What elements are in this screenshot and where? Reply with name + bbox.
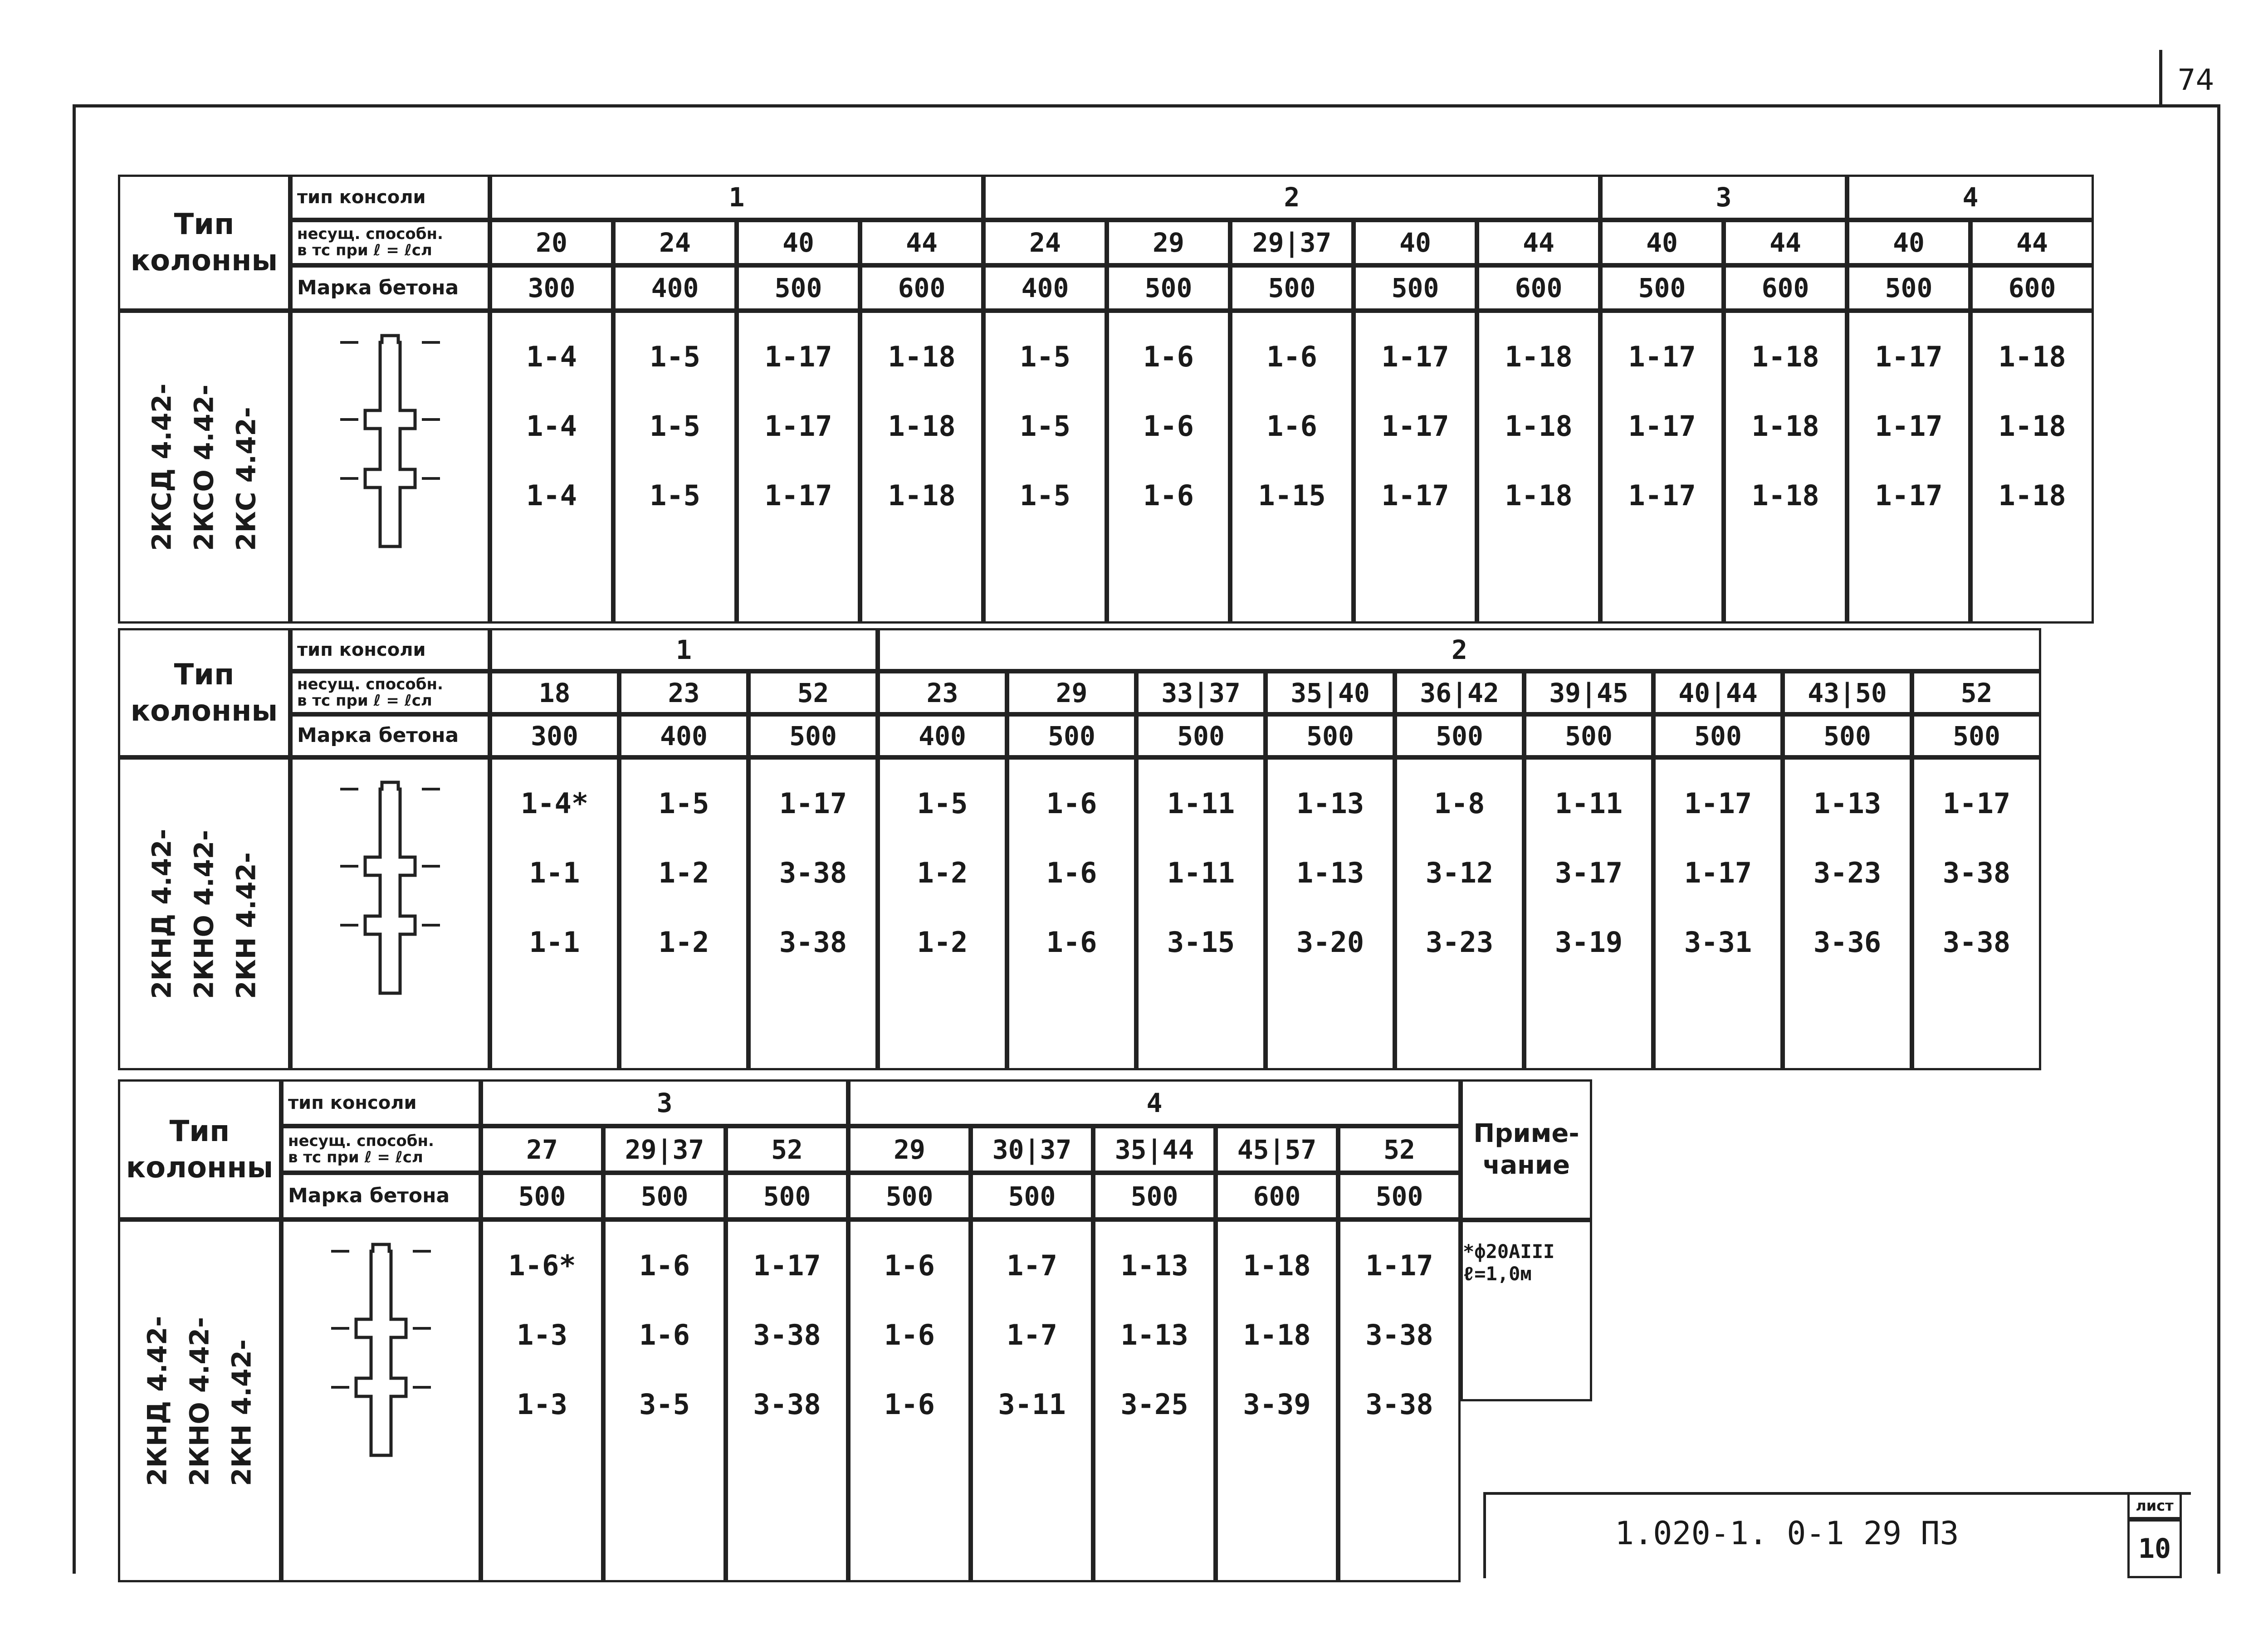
reinforcement-marks <box>971 1219 1093 1582</box>
concrete-grade-value: 500 <box>737 265 860 311</box>
concrete-grade-value: 500 <box>1093 1173 1216 1219</box>
column-type-names-text <box>141 829 267 999</box>
reinforcement-mark: 1-5 <box>1020 340 1070 373</box>
reinforcement-mark: 1-18 <box>1751 410 1819 443</box>
concrete-grade-value: 500 <box>1783 714 1912 757</box>
concrete-grade-value: 500 <box>1524 714 1653 757</box>
reinforcement-mark: 3-39 <box>1243 1388 1311 1421</box>
concrete-grade-value: 500 <box>748 714 878 757</box>
reinforcement-mark: 1-4* <box>520 787 589 820</box>
column-type-name: 2КНО 4.42- <box>188 829 220 999</box>
reinforcement-mark: 1-13 <box>1296 856 1364 889</box>
console-type-label: тип консоли <box>290 628 490 671</box>
reinforcement-mark: 1-17 <box>1875 479 1943 512</box>
reinforcement-mark: 3-38 <box>1942 856 2011 889</box>
drawing-code: 1.020-1. 0-1 29 ПЗ <box>1615 1515 1959 1552</box>
column-type-header <box>118 1079 281 1219</box>
reinforcement-mark: 1-18 <box>1998 340 2066 373</box>
concrete-grade-value: 600 <box>1477 265 1600 311</box>
capacity-value: 20 <box>490 220 613 265</box>
concrete-grade-value: 600 <box>1970 265 2094 311</box>
reinforcement-mark: 1-17 <box>1684 787 1752 820</box>
reinforcement-mark: 1-6 <box>1143 479 1194 512</box>
column-type-header-tip_line1: Тип <box>174 658 235 692</box>
concrete-grade-value: 400 <box>983 265 1107 311</box>
reinforcement-mark: 1-17 <box>1628 340 1696 373</box>
reinforcement-mark: 1-17 <box>1381 410 1449 443</box>
reinforcement-marks <box>1216 1219 1338 1582</box>
console-group-label: 3 <box>481 1079 848 1126</box>
console-group-label: 3 <box>1600 175 1847 220</box>
capacity-label-capacity_line2: в тс при ℓ = ℓсл <box>297 691 432 710</box>
reinforcement-mark: 1-6 <box>884 1249 935 1282</box>
reinforcement-mark: 1-6 <box>1266 340 1317 373</box>
column-type-header <box>118 175 290 311</box>
reinforcement-mark: 1-7 <box>1007 1249 1057 1282</box>
reinforcement-marks <box>490 757 619 1070</box>
reinforcement-mark: 1-17 <box>1684 856 1752 889</box>
reinforcement-mark: 1-1 <box>529 926 580 959</box>
capacity-value: 40 <box>1847 220 1970 265</box>
capacity-value: 39|45 <box>1524 671 1653 714</box>
capacity-value: 18 <box>490 671 619 714</box>
reinforcement-mark: 1-2 <box>658 856 709 889</box>
reinforcement-marks <box>1007 757 1136 1070</box>
page-number-rule <box>2159 50 2162 104</box>
console-group-label: 4 <box>1847 175 2094 220</box>
capacity-value: 30|37 <box>971 1126 1093 1173</box>
reinforcement-mark: 1-5 <box>1020 479 1070 512</box>
reinforcement-mark: 1-6 <box>1046 856 1097 889</box>
reinforcement-mark: 1-5 <box>650 479 700 512</box>
column-sketch-icon <box>290 311 490 624</box>
reinforcement-mark: 3-25 <box>1120 1388 1188 1421</box>
note-text: *ф20АIII ℓ=1,0м <box>1463 1240 1555 1285</box>
column-type-name: 2КС 4.42- <box>230 406 262 551</box>
capacity-label-capacity_line1: несущ. способн. <box>297 675 443 693</box>
capacity-value: 35|44 <box>1093 1126 1216 1173</box>
reinforcement-mark: 3-15 <box>1167 926 1235 959</box>
concrete-grade-value: 400 <box>619 714 748 757</box>
reinforcement-mark: 1-5 <box>658 787 709 820</box>
reinforcement-marks <box>619 757 748 1070</box>
capacity-label <box>290 671 490 714</box>
concrete-grade-value: 500 <box>726 1173 848 1219</box>
reinforcement-mark: 1-18 <box>1505 479 1573 512</box>
concrete-grade-value: 500 <box>848 1173 971 1219</box>
console-type-label: тип консоли <box>290 175 490 220</box>
capacity-value: 23 <box>619 671 748 714</box>
reinforcement-marks <box>490 311 613 624</box>
reinforcement-mark: 1-2 <box>917 926 968 959</box>
reinforcement-mark: 1-5 <box>650 410 700 443</box>
capacity-value: 52 <box>1912 671 2041 714</box>
reinforcement-mark: 1-17 <box>1875 410 1943 443</box>
column-type-names <box>118 311 290 624</box>
reinforcement-mark: 1-6* <box>508 1249 576 1282</box>
concrete-grade-value: 500 <box>1653 714 1783 757</box>
reinforcement-mark: 1-17 <box>764 340 832 373</box>
capacity-value: 29 <box>1107 220 1230 265</box>
column-sketch-icon <box>290 757 490 1070</box>
reinforcement-marks <box>1230 311 1354 624</box>
console-group-label: 2 <box>878 628 2041 671</box>
capacity-value: 44 <box>1724 220 1847 265</box>
reinforcement-marks <box>1093 1219 1216 1582</box>
reinforcement-marks <box>726 1219 848 1582</box>
column-type-header-tip_line1: Тип <box>174 208 235 241</box>
concrete-grade-value: 500 <box>1395 714 1524 757</box>
column-type-name: 2КН 4.42- <box>230 852 262 999</box>
reinforcement-mark: 1-18 <box>888 340 956 373</box>
capacity-label-capacity_line2: в тс при ℓ = ℓсл <box>297 241 432 259</box>
reinforcement-marks <box>1266 757 1395 1070</box>
reinforcement-mark: 1-18 <box>1751 479 1819 512</box>
reinforcement-marks <box>748 757 878 1070</box>
reinforcement-mark: 1-17 <box>764 479 832 512</box>
concrete-grade-value: 500 <box>1107 265 1230 311</box>
reinforcement-mark: 1-6 <box>1266 410 1317 443</box>
capacity-value: 29 <box>848 1126 971 1173</box>
reinforcement-mark: 3-38 <box>1942 926 2011 959</box>
concrete-grade-value: 500 <box>971 1173 1093 1219</box>
concrete-grade-value: 600 <box>860 265 983 311</box>
capacity-label-capacity_line1: несущ. способн. <box>288 1132 434 1150</box>
concrete-grade-value: 300 <box>490 714 619 757</box>
reinforcement-mark: 3-23 <box>1813 856 1882 889</box>
capacity-value: 24 <box>613 220 737 265</box>
reinforcement-marks <box>613 311 737 624</box>
capacity-value: 27 <box>481 1126 603 1173</box>
concrete-grade-value: 500 <box>481 1173 603 1219</box>
column-type-names <box>118 757 290 1070</box>
reinforcement-mark: 1-5 <box>917 787 968 820</box>
capacity-value: 35|40 <box>1266 671 1395 714</box>
concrete-grade-label: Марка бетона <box>281 1173 481 1219</box>
frame-right-rule <box>2217 104 2220 1574</box>
reinforcement-mark: 1-7 <box>1007 1318 1057 1351</box>
reinforcement-mark: 1-6 <box>1143 340 1194 373</box>
reinforcement-mark: 1-3 <box>517 1388 567 1421</box>
console-group-label: 4 <box>848 1079 1461 1126</box>
reinforcement-mark: 1-2 <box>917 856 968 889</box>
sheet-number: 10 <box>2127 1519 2182 1578</box>
reinforcement-mark: 1-2 <box>658 926 709 959</box>
reinforcement-mark: 1-6 <box>1046 787 1097 820</box>
capacity-value: 40|44 <box>1653 671 1783 714</box>
reinforcement-marks <box>983 311 1107 624</box>
reinforcement-mark: 1-6 <box>884 1388 935 1421</box>
capacity-value: 36|42 <box>1395 671 1524 714</box>
reinforcement-mark: 1-17 <box>753 1249 821 1282</box>
capacity-value: 29 <box>1007 671 1136 714</box>
reinforcement-mark: 1-17 <box>1365 1249 1433 1282</box>
reinforcement-mark: 1-17 <box>764 410 832 443</box>
concrete-grade-value: 500 <box>1354 265 1477 311</box>
reinforcement-mark: 1-17 <box>1381 479 1449 512</box>
reinforcement-mark: 1-18 <box>1998 410 2066 443</box>
capacity-label <box>281 1126 481 1173</box>
reinforcement-mark: 1-6 <box>1046 926 1097 959</box>
concrete-grade-value: 500 <box>1136 714 1266 757</box>
reinforcement-mark: 1-6 <box>1143 410 1194 443</box>
reinforcement-marks <box>860 311 983 624</box>
page-number: 74 <box>2177 63 2214 97</box>
column-type-name: 2КСО 4.42- <box>188 384 220 551</box>
capacity-value: 44 <box>1970 220 2094 265</box>
reinforcement-mark: 1-17 <box>1875 340 1943 373</box>
reinforcement-marks <box>1653 757 1783 1070</box>
reinforcement-mark: 3-17 <box>1554 856 1623 889</box>
capacity-value: 52 <box>1338 1126 1461 1173</box>
concrete-grade-value: 500 <box>1338 1173 1461 1219</box>
reinforcement-mark: 1-18 <box>888 410 956 443</box>
reinforcement-marks <box>1107 311 1230 624</box>
capacity-value: 24 <box>983 220 1107 265</box>
reinforcement-mark: 1-5 <box>650 340 700 373</box>
concrete-grade-label: Марка бетона <box>290 714 490 757</box>
capacity-label <box>290 220 490 265</box>
reinforcement-mark: 1-6 <box>884 1318 935 1351</box>
reinforcement-mark: 1-17 <box>779 787 847 820</box>
reinforcement-mark: 1-18 <box>1243 1249 1311 1282</box>
console-group-label: 1 <box>490 628 878 671</box>
reinforcement-marks <box>1354 311 1477 624</box>
column-type-header-tip_line2: колонны <box>126 1151 274 1185</box>
capacity-value: 45|57 <box>1216 1126 1338 1173</box>
reinforcement-mark: 3-23 <box>1425 926 1494 959</box>
capacity-value: 23 <box>878 671 1007 714</box>
column-type-header <box>118 628 290 757</box>
column-type-header-tip_line2: колонны <box>130 244 278 278</box>
concrete-grade-value: 400 <box>613 265 737 311</box>
reinforcement-marks <box>1783 757 1912 1070</box>
reinforcement-mark: 3-38 <box>779 926 847 959</box>
reinforcement-mark: 1-8 <box>1434 787 1485 820</box>
reinforcement-marks <box>737 311 860 624</box>
capacity-value: 29|37 <box>603 1126 726 1173</box>
reinforcement-marks <box>1524 757 1653 1070</box>
reinforcement-marks <box>1912 757 2041 1070</box>
reinforcement-mark: 1-18 <box>1505 340 1573 373</box>
capacity-value: 33|37 <box>1136 671 1266 714</box>
capacity-value: 44 <box>860 220 983 265</box>
reinforcement-mark: 1-18 <box>1243 1318 1311 1351</box>
reinforcement-mark: 1-17 <box>1942 787 2011 820</box>
reinforcement-marks <box>1847 311 1970 624</box>
reinforcement-mark: 1-18 <box>1505 410 1573 443</box>
capacity-value: 40 <box>1600 220 1724 265</box>
reinforcement-mark: 3-36 <box>1813 926 1882 959</box>
reinforcement-mark: 1-17 <box>1628 410 1696 443</box>
column-type-names-text <box>141 383 267 551</box>
reinforcement-mark: 1-18 <box>888 479 956 512</box>
reinforcement-marks <box>1338 1219 1461 1582</box>
sheet-label: лист <box>2127 1492 2182 1519</box>
concrete-grade-value: 300 <box>490 265 613 311</box>
reinforcement-mark: 1-18 <box>1998 479 2066 512</box>
console-group-label: 1 <box>490 175 983 220</box>
concrete-grade-value: 500 <box>1230 265 1354 311</box>
reinforcement-mark: 3-38 <box>753 1318 821 1351</box>
reinforcement-mark: 1-11 <box>1167 856 1235 889</box>
reinforcement-mark: 3-12 <box>1425 856 1494 889</box>
column-type-header-tip_line2: колонны <box>130 694 278 728</box>
concrete-grade-value: 500 <box>1266 714 1395 757</box>
capacity-value: 44 <box>1477 220 1600 265</box>
reinforcement-mark: 1-13 <box>1813 787 1882 820</box>
capacity-value: 52 <box>748 671 878 714</box>
reinforcement-mark: 3-20 <box>1296 926 1364 959</box>
concrete-grade-value: 500 <box>1007 714 1136 757</box>
column-type-header-tip_line1: Тип <box>169 1114 230 1148</box>
capacity-value: 52 <box>726 1126 848 1173</box>
concrete-grade-label: Марка бетона <box>290 265 490 311</box>
reinforcement-mark: 3-11 <box>998 1388 1066 1421</box>
reinforcement-marks <box>1395 757 1524 1070</box>
concrete-grade-value: 500 <box>1912 714 2041 757</box>
capacity-value: 29|37 <box>1230 220 1354 265</box>
reinforcement-mark: 1-11 <box>1167 787 1235 820</box>
reinforcement-marks <box>1970 311 2094 624</box>
capacity-value: 40 <box>1354 220 1477 265</box>
capacity-label-capacity_line2: в тс при ℓ = ℓсл <box>288 1148 423 1166</box>
column-type-name: 2КСД 4.42- <box>146 383 177 551</box>
reinforcement-mark: 1-6 <box>639 1249 690 1282</box>
reinforcement-mark: 1-13 <box>1120 1249 1188 1282</box>
reinforcement-mark: 1-18 <box>1751 340 1819 373</box>
reinforcement-marks <box>848 1219 971 1582</box>
reinforcement-mark: 1-13 <box>1296 787 1364 820</box>
reinforcement-mark: 3-38 <box>753 1388 821 1421</box>
reinforcement-mark: 1-13 <box>1120 1318 1188 1351</box>
reinforcement-marks <box>878 757 1007 1070</box>
reinforcement-mark: 1-6 <box>639 1318 690 1351</box>
reinforcement-mark: 3-38 <box>779 856 847 889</box>
note-header: Приме- чание <box>1461 1079 1592 1220</box>
reinforcement-mark: 1-17 <box>1381 340 1449 373</box>
reinforcement-marks <box>1600 311 1724 624</box>
capacity-label-capacity_line1: несущ. способн. <box>297 225 443 244</box>
reinforcement-marks <box>481 1219 603 1582</box>
column-type-name: 2КНД 4.42- <box>146 829 177 999</box>
reinforcement-mark: 1-5 <box>1020 410 1070 443</box>
reinforcement-mark: 1-4 <box>526 479 577 512</box>
concrete-grade-value: 500 <box>1600 265 1724 311</box>
concrete-grade-value: 400 <box>878 714 1007 757</box>
column-type-name: 2КНД 4.42- <box>142 1316 173 1486</box>
reinforcement-mark: 1-15 <box>1258 479 1326 512</box>
column-type-names-text <box>137 1316 263 1486</box>
note-body <box>1461 1220 1592 1401</box>
concrete-grade-value: 500 <box>603 1173 726 1219</box>
reinforcement-mark: 1-11 <box>1554 787 1623 820</box>
reinforcement-mark: 3-38 <box>1365 1388 1433 1421</box>
reinforcement-marks <box>1136 757 1266 1070</box>
capacity-value: 40 <box>737 220 860 265</box>
concrete-grade-value: 600 <box>1724 265 1847 311</box>
reinforcement-marks <box>1724 311 1847 624</box>
console-group-label: 2 <box>983 175 1600 220</box>
reinforcement-mark: 3-38 <box>1365 1318 1433 1351</box>
reinforcement-mark: 1-1 <box>529 856 580 889</box>
reinforcement-mark: 1-4 <box>526 410 577 443</box>
reinforcement-mark: 3-19 <box>1554 926 1623 959</box>
reinforcement-mark: 3-31 <box>1684 926 1752 959</box>
column-type-name: 2КНО 4.42- <box>184 1317 215 1486</box>
column-type-name: 2КН 4.42- <box>226 1339 257 1486</box>
concrete-grade-value: 600 <box>1216 1173 1338 1219</box>
reinforcement-marks <box>1477 311 1600 624</box>
reinforcement-mark: 1-3 <box>517 1318 567 1351</box>
concrete-grade-value: 500 <box>1847 265 1970 311</box>
column-type-names <box>118 1219 281 1582</box>
reinforcement-mark: 1-4 <box>526 340 577 373</box>
reinforcement-mark: 1-17 <box>1628 479 1696 512</box>
column-sketch-icon <box>281 1219 481 1582</box>
capacity-value: 43|50 <box>1783 671 1912 714</box>
reinforcement-marks <box>603 1219 726 1582</box>
console-type-label: тип консоли <box>281 1079 481 1126</box>
reinforcement-mark: 3-5 <box>639 1388 690 1421</box>
